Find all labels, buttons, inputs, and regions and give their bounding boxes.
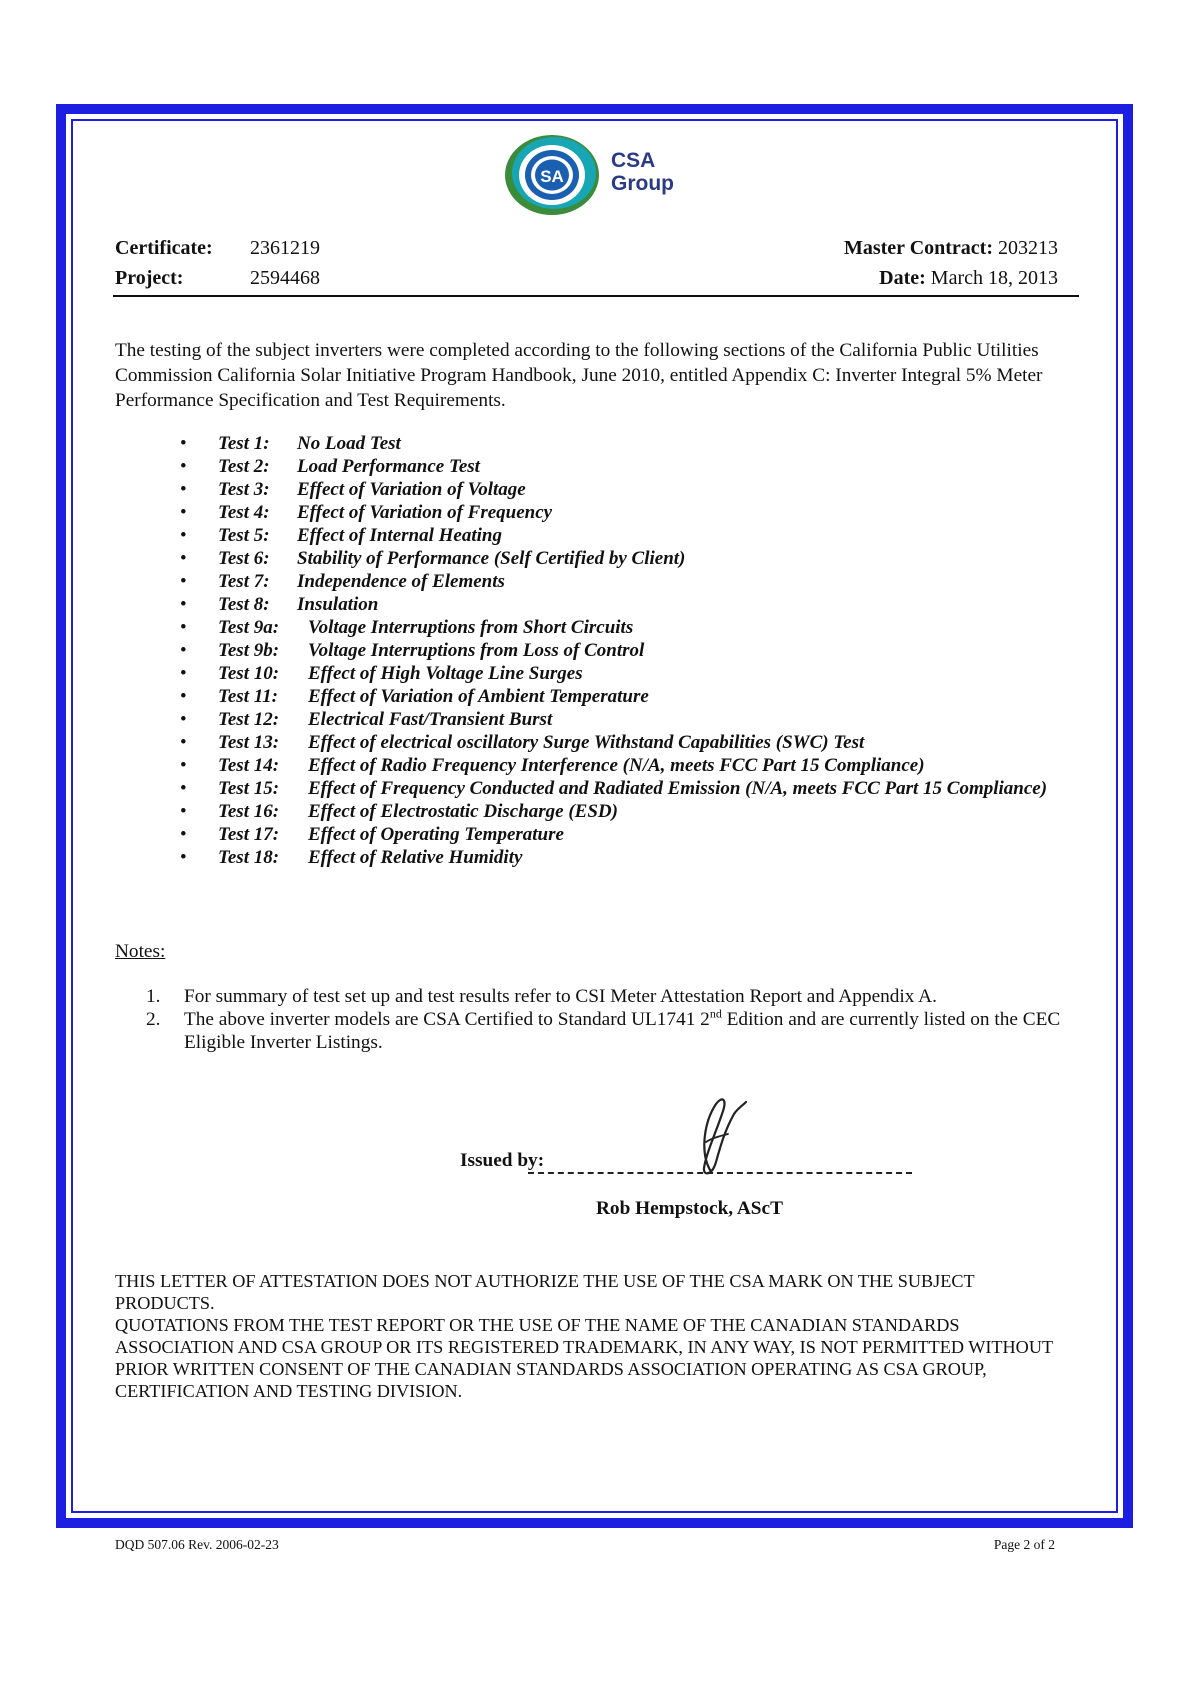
bullet: •: [180, 778, 187, 799]
test-list: [180, 432, 1080, 869]
bullet: •: [180, 571, 187, 592]
notes-heading: Notes:: [115, 941, 166, 962]
test-label: Test 14:: [218, 755, 280, 776]
bullet: •: [180, 847, 187, 868]
csa-group-logo: [502, 130, 682, 220]
test-label: Test 8:: [218, 594, 270, 615]
test-description: Load Performance Test: [297, 456, 480, 477]
note-text: For summary of test set up and test results refer to CSI Meter Attestation Report and Appendix A.: [184, 986, 937, 1007]
test-label: Test 1:: [218, 433, 270, 454]
bullet: •: [180, 456, 187, 477]
test-label: Test 15:: [218, 778, 280, 799]
test-item: [180, 685, 1080, 708]
test-description: Insulation: [297, 594, 379, 615]
test-label: Test 2:: [218, 456, 270, 477]
master-contract-label: Master Contract:: [843, 237, 993, 259]
test-label: Test 5:: [218, 525, 270, 546]
logo-text-csa: CSA: [611, 149, 656, 172]
date-label: Date:: [879, 267, 926, 289]
test-item: [180, 823, 1080, 846]
bullet: •: [180, 479, 187, 500]
test-label: Test 7:: [218, 571, 270, 592]
bullet: •: [180, 709, 187, 730]
bullet: •: [180, 548, 187, 569]
test-description: Voltage Interruptions from Short Circuits: [308, 617, 634, 638]
test-description: Effect of Radio Frequency Interference (N/A, meets FCC Part 15 Compliance): [308, 755, 925, 776]
bullet: •: [180, 755, 187, 776]
project-row: [115, 266, 183, 290]
test-label: Test 11:: [218, 686, 278, 707]
notes-list: [146, 985, 1076, 1054]
disclaimer-line: QUOTATIONS FROM THE TEST REPORT OR THE USE OF THE NAME OF THE CANADIAN STANDARDS ASSOCIATION AND CSA GROUP OR ITS REGISTERED TRADEMARK, IN ANY WAY, IS NOT PERMITTED WITHOUT PRIOR WRITTEN CONSENT OF THE CANADIAN STANDARDS ASSOCIATION OPERATING AS CSA GROUP, CERTIFICATION AND TESTING DIVISION.: [115, 1315, 1053, 1401]
intro-paragraph: The testing of the subject inverters were completed according to the following sections of the California Public Utilities Commission California Solar Initiative Program Handbook, June 2010, entitled Appendix C: Inverter Integral 5% Meter Performance Specification and Test Requirements.: [115, 340, 1043, 411]
test-description: Effect of High Voltage Line Surges: [308, 663, 583, 684]
test-item: [180, 501, 1080, 524]
test-label: Test 9b:: [218, 640, 280, 661]
test-description: Effect of Variation of Frequency: [297, 502, 553, 523]
logo-text-group: Group: [611, 172, 674, 195]
master-contract-value: 203213: [998, 237, 1058, 259]
disclaimer-line: THIS LETTER OF ATTESTATION DOES NOT AUTHORIZE THE USE OF THE CSA MARK ON THE SUBJECT PRODUCTS.: [115, 1271, 975, 1313]
signature: [676, 1092, 756, 1182]
master-contract: [844, 236, 1058, 260]
test-description: Independence of Elements: [297, 571, 505, 592]
note-item: [146, 1008, 1076, 1054]
test-item: [180, 731, 1080, 754]
test-label: Test 6:: [218, 548, 270, 569]
signer-name: Rob Hempstock, AScT: [596, 1198, 783, 1219]
bullet: •: [180, 594, 187, 615]
test-item: [180, 846, 1080, 869]
test-item: [180, 800, 1080, 823]
bullet: •: [180, 640, 187, 661]
test-item: [180, 639, 1080, 662]
note-number: 2.: [146, 1009, 161, 1030]
test-item: [180, 662, 1080, 685]
certificate-value: 2361219: [250, 237, 320, 259]
test-label: Test 18:: [218, 847, 280, 868]
test-label: Test 4:: [218, 502, 270, 523]
bullet: •: [180, 433, 187, 454]
test-description: Effect of Variation of Voltage: [297, 479, 526, 500]
test-label: Test 13:: [218, 732, 280, 753]
note-text: The above inverter models are CSA Certified to Standard UL1741 2: [184, 1009, 710, 1030]
test-item: [180, 478, 1080, 501]
footer-page-number: Page 2 of 2: [993, 1537, 1055, 1552]
bullet: •: [180, 663, 187, 684]
bullet: •: [180, 801, 187, 822]
project-value: 2594468: [250, 267, 320, 289]
bullet: •: [180, 732, 187, 753]
test-item: [180, 432, 1080, 455]
test-item: [180, 708, 1080, 731]
bullet: •: [180, 502, 187, 523]
test-item: [180, 524, 1080, 547]
test-description: No Load Test: [297, 433, 401, 454]
bullet: •: [180, 525, 187, 546]
note-superscript: nd: [709, 1006, 722, 1021]
disclaimer: [115, 1270, 1075, 1402]
test-description: Effect of Internal Heating: [297, 525, 502, 546]
svg-text:SA: SA: [540, 167, 564, 186]
issued-by-label: Issued by:: [460, 1150, 545, 1171]
test-label: Test 9a:: [218, 617, 280, 638]
project-label: Project:: [115, 267, 184, 289]
test-label: Test 12:: [218, 709, 280, 730]
date: [879, 266, 1058, 290]
certificate-label: Certificate:: [115, 237, 213, 259]
bullet: •: [180, 824, 187, 845]
csa-logo-icon: [502, 130, 602, 220]
test-item: [180, 570, 1080, 593]
signature-line: [528, 1172, 912, 1174]
bullet: •: [180, 686, 187, 707]
test-description: Effect of electrical oscillatory Surge Withstand Capabilities (SWC) Test: [308, 732, 865, 753]
test-description: Effect of Relative Humidity: [308, 847, 523, 868]
note-item: [146, 985, 1076, 1008]
date-value: March 18, 2013: [930, 267, 1058, 289]
note-text-continued: Edition and are currently listed on the CEC Eligible Inverter Listings.: [184, 1009, 1061, 1053]
bullet: •: [180, 617, 187, 638]
test-description: Effect of Variation of Ambient Temperature: [308, 686, 649, 707]
test-label: Test 10:: [218, 663, 280, 684]
test-description: Electrical Fast/Transient Burst: [308, 709, 553, 730]
test-item: [180, 777, 1080, 800]
test-description: Voltage Interruptions from Loss of Control: [308, 640, 645, 661]
note-number: 1.: [146, 986, 161, 1007]
test-item: [180, 616, 1080, 639]
test-description: Effect of Operating Temperature: [308, 824, 564, 845]
test-label: Test 16:: [218, 801, 280, 822]
certificate-row: [115, 236, 213, 260]
test-description: Effect of Frequency Conducted and Radiated Emission (N/A, meets FCC Part 15 Compliance): [308, 778, 1048, 799]
test-label: Test 3:: [218, 479, 270, 500]
test-item: [180, 455, 1080, 478]
header-divider: [113, 295, 1079, 297]
test-item: [180, 754, 1080, 777]
test-item: [180, 547, 1080, 570]
test-label: Test 17:: [218, 824, 280, 845]
test-description: Stability of Performance (Self Certified by Client): [297, 548, 686, 569]
test-item: [180, 593, 1080, 616]
test-description: Effect of Electrostatic Discharge (ESD): [308, 801, 618, 822]
footer-doc-id: DQD 507.06 Rev. 2006-02-23: [115, 1537, 279, 1552]
